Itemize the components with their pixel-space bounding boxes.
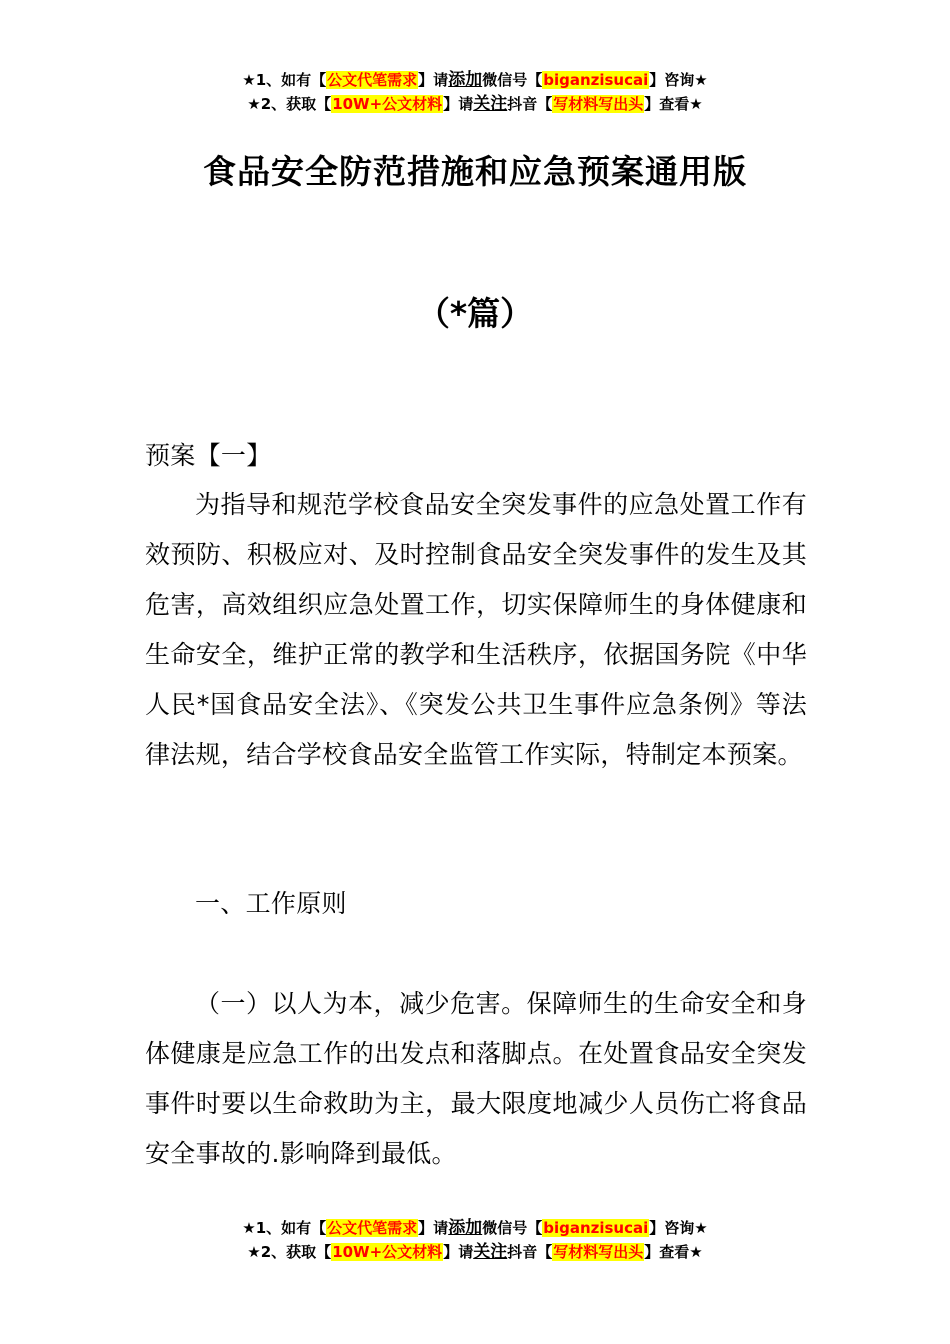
header-banner — [0, 68, 950, 116]
banner-text: ★2、获取【 — [247, 95, 332, 113]
banner-text: 】查看★ — [644, 95, 703, 113]
body-paragraph: （一）以人为本，减少危害。保障师生的生命安全和身体健康是应急工作的出发点和落脚点。在处置食品安全突发事件时要以生命救助为主，最大限度地减少人员伤亡将食品安全事故的.影响降到最低。 — [145, 989, 807, 1168]
banner-highlight: 写材料写出头 — [553, 95, 644, 113]
banner-text: ★1、如有【 — [242, 71, 327, 89]
banner-text: 】查看★ — [644, 1243, 703, 1261]
banner-text: 】咨询★ — [649, 1219, 708, 1237]
banner-text: 】请 — [443, 1243, 474, 1261]
banner-highlight: biganzisucai — [543, 1219, 649, 1237]
banner-highlight: biganzisucai — [543, 71, 649, 89]
banner-underlined-text: 添加 — [448, 70, 483, 90]
banner-text: 抖音【 — [507, 95, 553, 113]
body-paragraph: 为指导和规范学校食品安全突发事件的应急处置工作有效预防、积极应对、及时控制食品安全突发事件的发生及其危害，高效组织应急处置工作，切实保障师生的身体健康和生命安全，维护正常的教学和生活秩序，依据国务院《中华人民*国食品安全法》、《突发公共卫生事件应急条例》等法律法规，结合学校食品安全监管工作实际，特制定本预案。 — [145, 490, 807, 769]
document-title: 食品安全防范措施和应急预案通用版 — [203, 152, 747, 191]
banner-text: ★1、如有【 — [242, 1219, 327, 1237]
banner-text: 微信号【 — [482, 1219, 543, 1237]
banner-line-1 — [0, 1216, 950, 1240]
section-label: 预案【一】 — [145, 441, 272, 470]
section-heading: 一、工作原则 — [195, 889, 347, 918]
banner-highlight: 公文代笔需求 — [327, 71, 418, 89]
banner-text: 】请 — [418, 71, 449, 89]
banner-text: 抖音【 — [507, 1243, 553, 1261]
banner-highlight: 公文代笔需求 — [327, 1219, 418, 1237]
banner-highlight: 写材料写出头 — [553, 1243, 644, 1261]
banner-underlined-text: 添加 — [448, 1218, 483, 1238]
banner-text: ★2、获取【 — [247, 1243, 332, 1261]
banner-underlined-text: 关注 — [473, 1242, 508, 1262]
banner-line-2 — [0, 1240, 950, 1264]
banner-text: 】请 — [418, 1219, 449, 1237]
banner-text: 】请 — [443, 95, 474, 113]
document-subtitle: （*篇） — [416, 294, 534, 333]
banner-underlined-text: 关注 — [473, 94, 508, 114]
banner-text: 微信号【 — [482, 71, 543, 89]
footer-banner — [0, 1216, 950, 1264]
banner-line-1 — [0, 68, 950, 92]
banner-line-2 — [0, 92, 950, 116]
banner-text: 】咨询★ — [649, 71, 708, 89]
banner-highlight: 10W+公文材料 — [332, 1243, 443, 1261]
banner-highlight: 10W+公文材料 — [332, 95, 443, 113]
